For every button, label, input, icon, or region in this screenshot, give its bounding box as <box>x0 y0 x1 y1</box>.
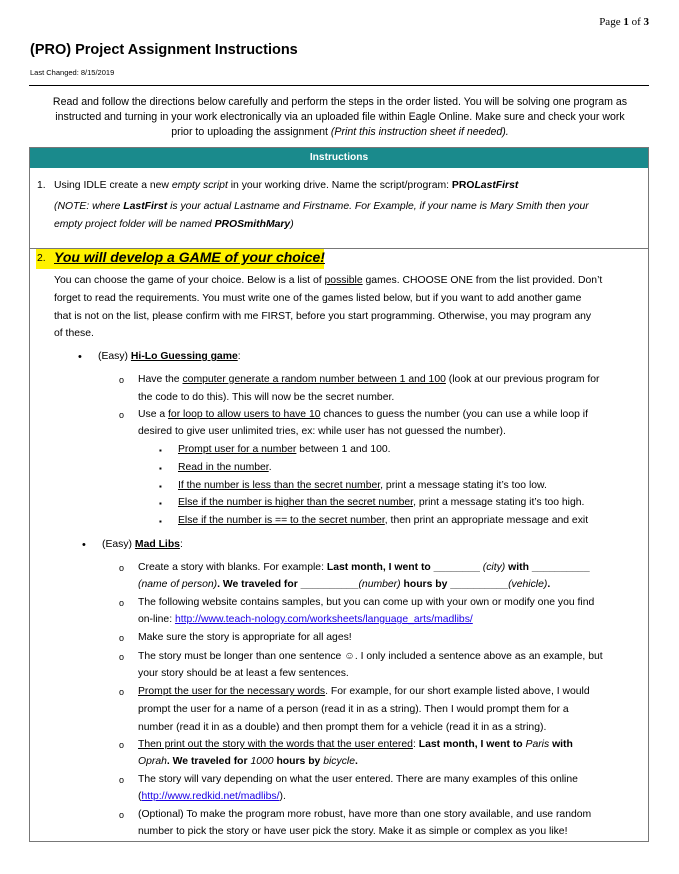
madlibs-item-7-cont: (http://www.redkid.net/madlibs/). <box>138 791 286 802</box>
bullet-circle-icon: o <box>119 740 125 750</box>
hilo-step-1: Prompt user for a number between 1 and 100. <box>178 444 391 455</box>
bullet-square-icon: ▪ <box>159 446 162 455</box>
madlibs-item-8: (Optional) To make the program more robust, have more than one story available, and use random <box>138 809 592 820</box>
madlibs-item-1-cont: (name of person). We traveled for __________(number) hours by __________(vehicle). <box>138 579 551 590</box>
step-2-number: 2. <box>37 253 46 264</box>
step-1-note-cont: empty project folder will be named PROSmithMary) <box>54 219 294 230</box>
madlibs-item-6-cont: Oprah. We traveled for 1000 hours by bicycle. <box>138 756 358 767</box>
bullet-circle-icon: o <box>119 633 125 643</box>
last-changed-date: Last Changed: 8/15/2019 <box>30 68 115 77</box>
step-2-paragraph-line3: that is not on the list, please confirm with me FIRST, before you start programming. Otherwise, you may program any <box>54 311 592 322</box>
bullet-square-icon: ▪ <box>159 517 162 526</box>
intro-paragraph: Read and follow the directions below carefully and perform the steps in the order listed. You will be solving one program as instructed and turning in your work electronically via an uploaded file within Eagle Online. Make sure and check your work prior to uploading the assignment (Print this instruction sheet if needed). <box>52 96 628 138</box>
teach-nology-link[interactable]: http://www.teach-nology.com/worksheets/language_arts/madlibs/ <box>174 614 473 625</box>
madlibs-item-3: Make sure the story is appropriate for all ages! <box>138 632 352 643</box>
bullet-circle-icon: o <box>119 598 125 608</box>
bullet-disc-icon: • <box>82 539 86 551</box>
smiley-icon: ☺ <box>344 651 355 662</box>
bullet-circle-icon: o <box>119 775 125 785</box>
bullet-circle-icon: o <box>119 810 125 820</box>
bullet-circle-icon: o <box>119 687 125 697</box>
title-divider <box>29 85 649 86</box>
madlibs-item-5: Prompt the user for the necessary words. For example, for our short example listed above, I would <box>138 686 590 697</box>
bullet-circle-icon: o <box>119 410 125 420</box>
game-madlibs-title: (Easy) Mad Libs: <box>102 539 183 550</box>
step-1-number: 1. <box>37 180 46 191</box>
step-2-paragraph-line4: of these. <box>54 328 94 339</box>
redkid-link[interactable]: http://www.redkid.net/madlibs/ <box>141 791 280 802</box>
bullet-circle-icon: o <box>119 563 125 573</box>
hilo-item-1-cont: the code to do this). This will now be the secret number. <box>138 392 395 403</box>
document-title: (PRO) Project Assignment Instructions <box>30 42 298 58</box>
step-1-note: (NOTE: where LastFirst is your actual Lastname and Firstname. For Example, if your name is Mary Smith then your <box>54 201 589 212</box>
instructions-header: Instructions <box>30 148 648 168</box>
bullet-square-icon: ▪ <box>159 482 162 491</box>
bullet-square-icon: ▪ <box>159 464 162 473</box>
madlibs-item-7: The story will vary depending on what the user entered. There are many examples of this online <box>138 774 578 785</box>
hilo-item-2: Use a for loop to allow users to have 10 chances to guess the number (you can use a while loop if <box>138 409 588 420</box>
instructions-table <box>29 147 649 842</box>
hilo-step-2: Read in the number. <box>178 462 272 473</box>
madlibs-item-6: Then print out the story with the words that the user entered: Last month, I went to Paris with <box>138 739 573 750</box>
madlibs-item-8-cont: number to pick the story or have user pick the story. Make it as simple or complex as you like! <box>138 826 568 837</box>
hilo-item-1: Have the computer generate a random number between 1 and 100 (look at our previous program for <box>138 374 600 385</box>
madlibs-item-5-cont1: prompt the user for a name of a person (read it in as a string). Then I would prompt them for a <box>138 704 569 715</box>
madlibs-item-5-cont2: number (read it in as a double) and then prompt them for a vehicle (read it in as a string). <box>138 722 547 733</box>
step-2-paragraph-line1: You can choose the game of your choice. Below is a list of possible games. CHOOSE ONE from the list provided. Don’t <box>54 275 603 286</box>
bullet-square-icon: ▪ <box>159 499 162 508</box>
bullet-disc-icon: • <box>78 351 82 363</box>
step-2-heading: You will develop a GAME of your choice! <box>54 249 325 265</box>
madlibs-item-2-cont: on-line: http://www.teach-nology.com/worksheets/language_arts/madlibs/ <box>138 614 473 625</box>
hilo-step-5: Else if the number is == to the secret number, then print an appropriate message and exit <box>178 515 589 526</box>
page-number: Page 1 of 3 <box>599 16 649 28</box>
hilo-step-3: If the number is less than the secret number, print a message stating it’s too low. <box>178 480 547 491</box>
hilo-item-2-cont: desired to give user unlimited tries, ex: while user has not guessed the number). <box>138 426 506 437</box>
bullet-circle-icon: o <box>119 652 125 662</box>
step-1-text: Using IDLE create a new empty script in your working drive. Name the script/program: PROLastFirst <box>54 180 519 191</box>
madlibs-item-1: Create a story with blanks. For example: Last month, I went to ________ (city) with __________ <box>138 562 590 573</box>
step-2-paragraph-line2: forget to read the requirements. You must write one of the games listed below, but if you want to add another game <box>54 293 582 304</box>
game-hilo-title: (Easy) Hi-Lo Guessing game: <box>98 351 241 362</box>
madlibs-item-2: The following website contains samples, but you can come up with your own or modify one you find <box>138 597 595 608</box>
bullet-circle-icon: o <box>119 375 125 385</box>
step-1-row <box>30 169 648 249</box>
hilo-step-4: Else if the number is higher than the secret number, print a message stating it’s too high. <box>178 497 585 508</box>
madlibs-item-4: The story must be longer than one sentence ☺. I only included a sentence above as an example, but <box>138 651 603 662</box>
madlibs-item-4-cont: your story should be at least a few sentences. <box>138 668 349 679</box>
